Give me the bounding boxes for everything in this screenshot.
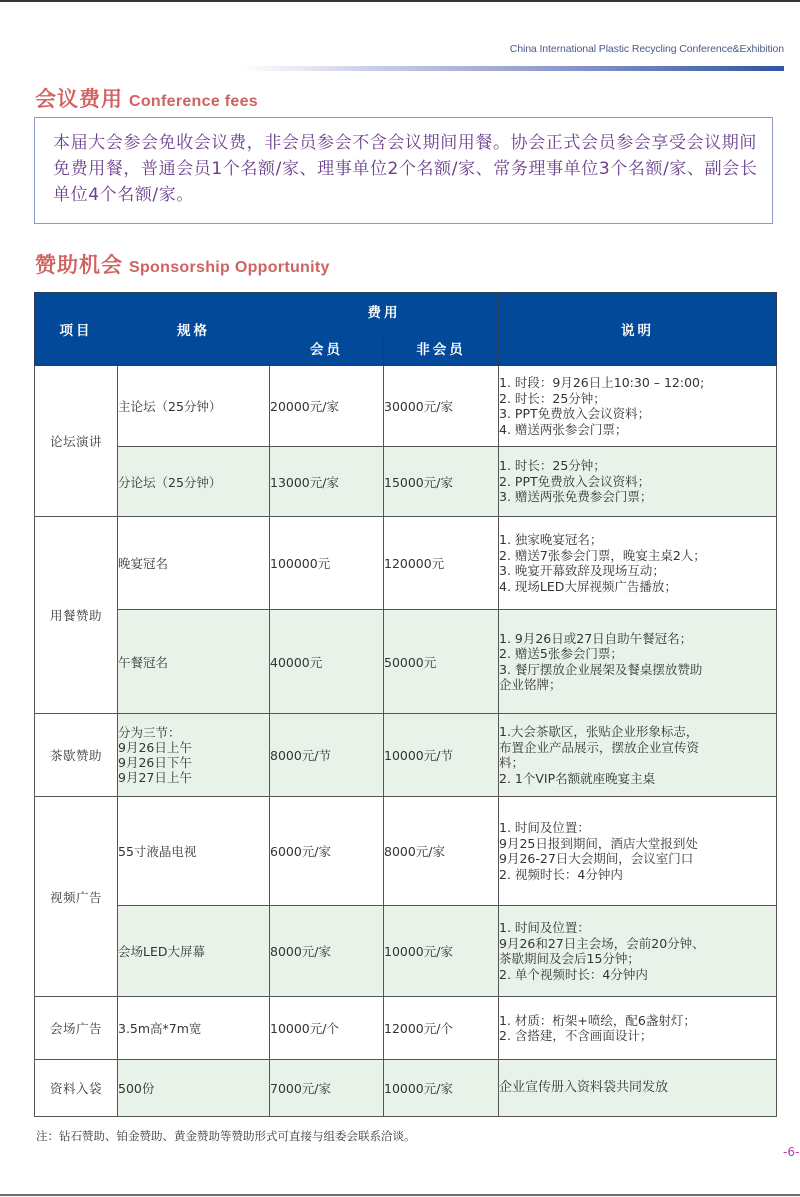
non-member-fee-cell: 12000元/个 xyxy=(384,997,499,1060)
spec-cell: 500份 xyxy=(118,1060,270,1117)
table-row xyxy=(35,366,777,447)
non-member-fee-cell: 50000元 xyxy=(384,610,499,714)
desc-cell: 1.大会茶歇区，张贴企业形象标志， 布置企业产品展示，摆放企业宣传资 料； 2. 1个VIP名额就座晚宴主桌 xyxy=(499,714,777,797)
item-cell: 会场广告 xyxy=(35,997,118,1060)
header-member: 会员 xyxy=(270,330,384,366)
desc-cell: 1. 时间及位置： 9月25日报到期间，酒店大堂报到处 9月26-27日大会期间，会议室门口 2. 视频时长：4分钟内 xyxy=(499,797,777,906)
spec-cell: 主论坛（25分钟） xyxy=(118,366,270,447)
desc-cell: 1. 9月26日或27日自助午餐冠名； 2. 赠送5张参会门票； 3. 餐厅摆放企业展架及餐桌摆放赞助 企业铭牌； xyxy=(499,610,777,714)
page-number: -6- xyxy=(783,1145,800,1159)
member-fee-cell: 8000元/节 xyxy=(270,714,384,797)
desc-cell: 1. 时间及位置： 9月26和27日主会场，会前20分钟、 茶歇期间及会后15分钟； 2. 单个视频时长：4分钟内 xyxy=(499,906,777,997)
table-row xyxy=(35,610,777,714)
conference-fees-title-en: Conference fees xyxy=(129,93,258,110)
conference-fees-box xyxy=(34,117,773,224)
sponsorship-title-en: Sponsorship Opportunity xyxy=(129,259,330,276)
member-fee-cell: 20000元/家 xyxy=(270,366,384,447)
conference-fees-title-zh: 会议费用 xyxy=(35,87,123,111)
desc-cell: 1. 时段：9月26日上10:30 – 12:00; 2. 时长：25分钟； 3. PPT免费放入会议资料； 4. 赠送两张参会门票； xyxy=(499,366,777,447)
table-row xyxy=(35,714,777,797)
footnote: 注：钻石赞助、铂金赞助、黄金赞助等赞助形式可直接与组委会联系洽谈。 xyxy=(36,1129,416,1143)
conference-fees-text: 本届大会参会免收会议费，非会员参会不含会议期间用餐。协会正式会员参会享受会议期间免费用餐，普通会员1个名额/家、理事单位2个名额/家、常务理事单位3个名额/家、副会长单位4个名额/家。 xyxy=(53,133,758,205)
header-desc: 说明 xyxy=(499,293,777,366)
item-cell: 视频广告 xyxy=(35,797,118,997)
table-row xyxy=(35,517,777,610)
table-header-row xyxy=(35,293,777,330)
desc-cell: 1. 材质：桁架+喷绘，配6盏射灯； 2. 含搭建，不含画面设计； xyxy=(499,997,777,1060)
spec-cell: 午餐冠名 xyxy=(118,610,270,714)
sponsorship-table xyxy=(34,292,777,1117)
item-cell: 论坛演讲 xyxy=(35,366,118,517)
table-row xyxy=(35,906,777,997)
non-member-fee-cell: 15000元/家 xyxy=(384,447,499,517)
table-row xyxy=(35,447,777,517)
spec-cell: 会场LED大屏幕 xyxy=(118,906,270,997)
spec-cell: 55寸液晶电视 xyxy=(118,797,270,906)
header-gradient-bar xyxy=(240,66,784,71)
non-member-fee-cell: 10000元/家 xyxy=(384,1060,499,1117)
running-header: China International Plastic Recycling Conference&Exhibition xyxy=(509,43,784,55)
sponsorship-title xyxy=(35,249,330,279)
member-fee-cell: 6000元/家 xyxy=(270,797,384,906)
desc-cell: 企业宣传册入资料袋共同发放 xyxy=(499,1060,777,1117)
member-fee-cell: 40000元 xyxy=(270,610,384,714)
header-fee: 费用 xyxy=(270,293,499,330)
spec-cell: 分论坛（25分钟） xyxy=(118,447,270,517)
conference-fees-title xyxy=(35,83,258,113)
item-cell: 用餐赞助 xyxy=(35,517,118,714)
header-item: 项目 xyxy=(35,293,118,366)
bottom-border-line xyxy=(0,1194,800,1196)
non-member-fee-cell: 30000元/家 xyxy=(384,366,499,447)
header-spec: 规格 xyxy=(118,293,270,366)
spec-cell: 分为三节： 9月26日上午 9月26日下午 9月27日上午 xyxy=(118,714,270,797)
top-border-line xyxy=(0,0,800,2)
member-fee-cell: 8000元/家 xyxy=(270,906,384,997)
member-fee-cell: 10000元/个 xyxy=(270,997,384,1060)
non-member-fee-cell: 10000元/节 xyxy=(384,714,499,797)
item-cell: 资料入袋 xyxy=(35,1060,118,1117)
member-fee-cell: 13000元/家 xyxy=(270,447,384,517)
desc-cell: 1. 独家晚宴冠名； 2. 赠送7张参会门票，晚宴主桌2人； 3. 晚宴开幕致辞及现场互动； 4. 现场LED大屏视频广告播放； xyxy=(499,517,777,610)
table-row xyxy=(35,797,777,906)
desc-cell: 1. 时长：25分钟； 2. PPT免费放入会议资料； 3. 赠送两张免费参会门票； xyxy=(499,447,777,517)
member-fee-cell: 7000元/家 xyxy=(270,1060,384,1117)
item-cell: 茶歇赞助 xyxy=(35,714,118,797)
member-fee-cell: 100000元 xyxy=(270,517,384,610)
header-non-member: 非会员 xyxy=(384,330,499,366)
spec-cell: 3.5m高*7m宽 xyxy=(118,997,270,1060)
non-member-fee-cell: 120000元 xyxy=(384,517,499,610)
table-row xyxy=(35,1060,777,1117)
non-member-fee-cell: 8000元/家 xyxy=(384,797,499,906)
sponsorship-title-zh: 赞助机会 xyxy=(35,253,123,277)
non-member-fee-cell: 10000元/家 xyxy=(384,906,499,997)
spec-cell: 晚宴冠名 xyxy=(118,517,270,610)
table-row xyxy=(35,997,777,1060)
